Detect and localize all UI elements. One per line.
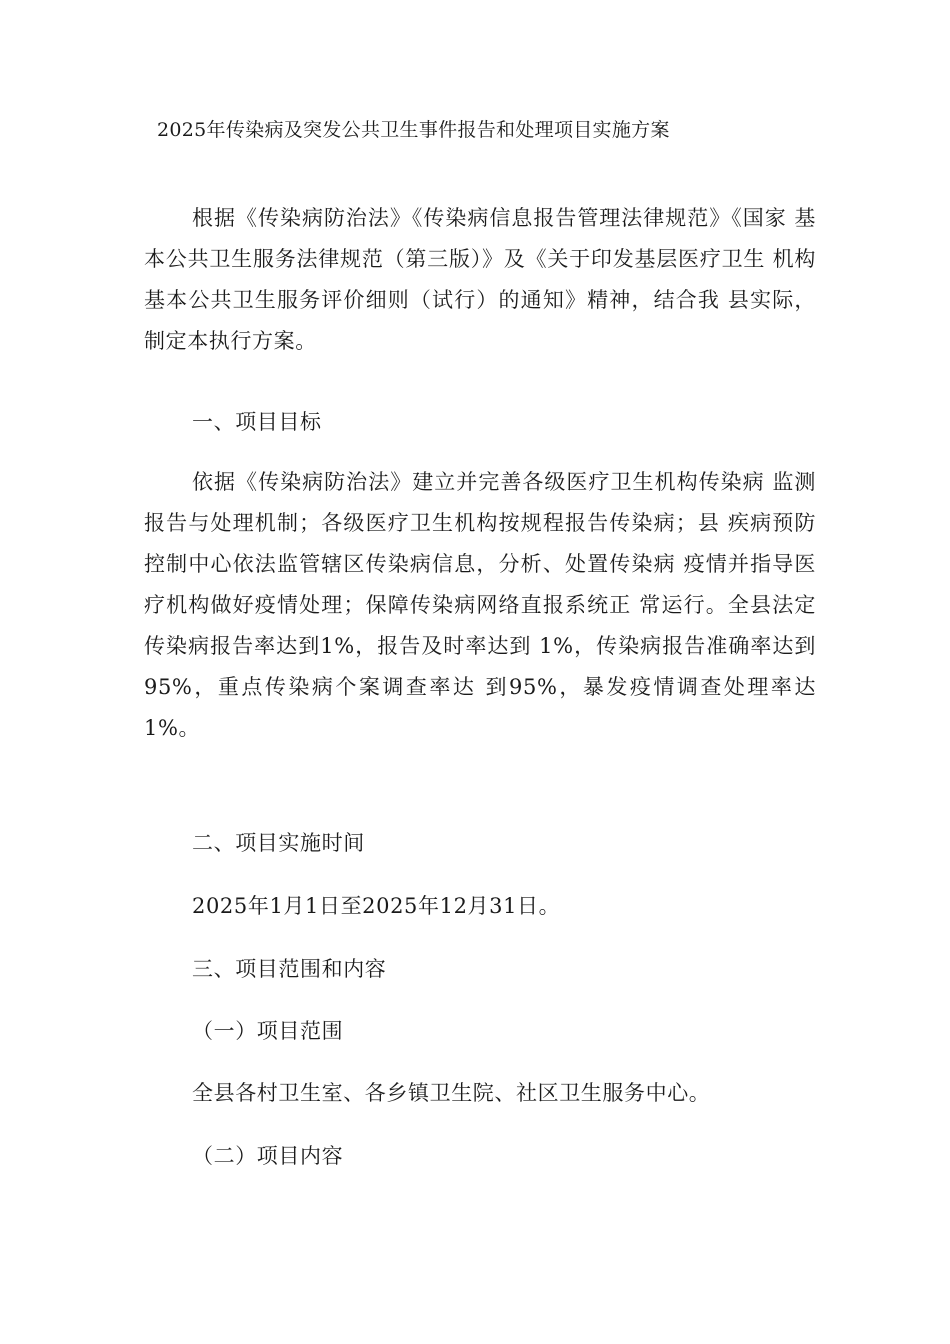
- subsection1-paragraph: 全县各村卫生室、各乡镇卫生院、社区卫生服务中心。: [192, 1081, 711, 1105]
- section2-paragraph: 2025年1月1日至2025年12月31日。: [192, 894, 561, 918]
- subsection2-heading: （二）项目内容: [192, 1144, 344, 1168]
- section2-heading: 二、项目实施时间: [192, 831, 365, 855]
- section1-heading: 一、项目目标: [192, 410, 322, 434]
- subsection1-heading: （一）项目范围: [192, 1019, 344, 1043]
- section1-paragraph: 依据《传染病防治法》建立并完善各级医疗卫生机构传染病 监测报告与处理机制；各级医疗卫生机构按规程报告传染病；县 疾病预防控制中心依法监管辖区传染病信息，分析、处置传染病 疫情并指导医疗机构做好疫情处理；保障传染病网络直报系统正 常运行。全县法定传染病报告率达到1%，报告及时率达到 1%，传染病报告准确率达到95%，重点传染病个案调查率达 到95%，暴发疫情调查处理率达1%。: [144, 470, 816, 740]
- document-title: 2025年传染病及突发公共卫生事件报告和处理项目实施方案: [157, 119, 670, 141]
- intro-paragraph: 根据《传染病防治法》《传染病信息报告管理法律规范》《国家 基本公共卫生服务法律规范（第三版）》及《关于印发基层医疗卫生 机构基本公共卫生服务评价细则（试行）的通知》精神，结合我 县实际，制定本执行方案。: [144, 206, 816, 353]
- section3-heading: 三、项目范围和内容: [192, 957, 387, 981]
